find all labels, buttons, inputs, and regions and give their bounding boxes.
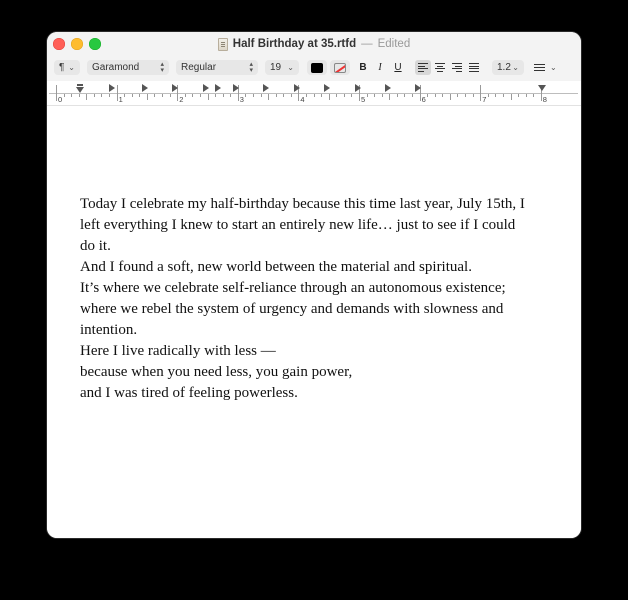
- document-line: where we rebel the system of urgency and demands with slowness and: [80, 301, 504, 317]
- ruler-minor-tick: [147, 94, 148, 100]
- italic-button[interactable]: I: [378, 62, 382, 73]
- tab-stop-marker[interactable]: [355, 84, 361, 92]
- ruler-minor-tick: [404, 94, 405, 97]
- document-line: left everything I knew to start an entirely new life… just to see if I could: [80, 217, 516, 233]
- ruler-minor-tick: [374, 94, 375, 97]
- ruler[interactable]: [47, 81, 581, 106]
- ruler-minor-tick: [518, 94, 519, 97]
- document-line: do it.: [80, 238, 111, 254]
- ruler-number: 4: [300, 95, 305, 104]
- list-bullets-button[interactable]: [534, 60, 560, 75]
- ruler-minor-tick: [427, 94, 428, 97]
- ruler-minor-tick: [306, 94, 307, 97]
- chevron-down-icon: ⌄: [512, 63, 519, 72]
- ruler-minor-tick: [442, 94, 443, 97]
- ruler-number: 5: [361, 95, 366, 104]
- document-line: and I was tired of feeling powerless.: [80, 385, 298, 401]
- text-color-well[interactable]: [307, 60, 327, 75]
- updown-chevron-icon: ▴ ▾: [249, 60, 253, 74]
- ruler-minor-tick: [457, 94, 458, 97]
- document-name: Half Birthday at 35.rtfd: [232, 38, 357, 50]
- tab-stop-marker[interactable]: [294, 84, 300, 92]
- font-family-value: Garamond: [92, 62, 140, 73]
- ruler-minor-tick: [154, 94, 155, 97]
- ruler-minor-tick: [94, 94, 95, 97]
- tab-stop-marker[interactable]: [233, 84, 239, 92]
- paragraph-icon: ¶: [59, 62, 65, 73]
- ruler-minor-tick: [170, 94, 171, 97]
- ruler-number: 2: [179, 95, 184, 104]
- tab-stop-marker[interactable]: [263, 84, 269, 92]
- tab-stop-marker[interactable]: [385, 84, 391, 92]
- ruler-minor-tick: [276, 94, 277, 97]
- ruler-number: 6: [421, 95, 426, 104]
- ruler-minor-tick: [79, 94, 80, 97]
- tab-stop-marker[interactable]: [203, 84, 209, 92]
- left-indent-marker[interactable]: [76, 87, 84, 93]
- justify-button[interactable]: [466, 60, 482, 75]
- titlebar: [47, 32, 581, 88]
- align-right-icon: [452, 63, 462, 72]
- tab-stop-marker[interactable]: [415, 84, 421, 92]
- document-line: intention.: [80, 322, 138, 338]
- chevron-down-icon: ⌄: [287, 63, 294, 72]
- ruler-number: 8: [542, 95, 547, 104]
- ruler-minor-tick: [109, 94, 110, 97]
- font-size-combo[interactable]: [265, 60, 299, 75]
- document-page[interactable]: [47, 106, 581, 538]
- list-icon: [534, 64, 545, 72]
- ruler-minor-tick: [223, 94, 224, 97]
- edited-status: Edited: [377, 38, 411, 50]
- document-line: Here I live radically with less —: [80, 343, 276, 359]
- ruler-major-tick: [480, 85, 481, 101]
- ruler-minor-tick: [314, 94, 315, 97]
- document-line: Today I celebrate my half-birthday because this time last year, July 15th, I: [80, 196, 525, 212]
- document-line: because when you need less, you gain power,: [80, 364, 353, 380]
- font-family-select[interactable]: [87, 60, 169, 75]
- ruler-minor-tick: [124, 94, 125, 97]
- ruler-minor-tick: [495, 94, 496, 97]
- ruler-minor-tick: [511, 94, 512, 100]
- no-color-icon: [334, 63, 346, 73]
- right-indent-marker[interactable]: [538, 85, 546, 91]
- ruler-minor-tick: [86, 94, 87, 100]
- ruler-number: 3: [239, 95, 244, 104]
- ruler-minor-tick: [450, 94, 451, 100]
- ruler-minor-tick: [268, 94, 269, 100]
- paragraph-styles-button[interactable]: [54, 60, 80, 75]
- ruler-minor-tick: [71, 94, 72, 97]
- ruler-minor-tick: [389, 94, 390, 100]
- ruler-number: 0: [58, 95, 63, 104]
- underline-button[interactable]: U: [394, 62, 402, 73]
- chevron-down-icon: ⌄: [68, 63, 75, 72]
- ruler-minor-tick: [503, 94, 504, 97]
- font-style-select[interactable]: [176, 60, 258, 75]
- ruler-minor-tick: [200, 94, 201, 97]
- rtfd-document-icon[interactable]: [218, 38, 228, 51]
- ruler-minor-tick: [162, 94, 163, 97]
- ruler-minor-tick: [397, 94, 398, 97]
- ruler-minor-tick: [526, 94, 527, 97]
- ruler-minor-tick: [64, 94, 65, 97]
- tab-stop-marker[interactable]: [215, 84, 221, 92]
- window-title: [47, 36, 581, 52]
- line-spacing-value: 1.2: [497, 62, 511, 73]
- first-line-indent-marker[interactable]: [77, 84, 83, 86]
- ruler-minor-tick: [351, 94, 352, 97]
- align-left-icon: [418, 63, 428, 72]
- ruler-minor-tick: [533, 94, 534, 97]
- tab-stop-marker[interactable]: [142, 84, 148, 92]
- ruler-minor-tick: [382, 94, 383, 97]
- ruler-minor-tick: [344, 94, 345, 97]
- updown-chevron-icon: ▴ ▾: [160, 60, 164, 74]
- ruler-minor-tick: [192, 94, 193, 97]
- font-size-value: 19: [270, 62, 282, 73]
- align-center-button[interactable]: [432, 60, 448, 75]
- title-separator: —: [361, 38, 373, 50]
- text-color-swatch: [311, 63, 323, 73]
- ruler-minor-tick: [185, 94, 186, 97]
- justify-icon: [469, 63, 479, 72]
- ruler-minor-tick: [367, 94, 368, 97]
- ruler-number: 7: [482, 95, 487, 104]
- ruler-minor-tick: [230, 94, 231, 97]
- ruler-minor-tick: [473, 94, 474, 97]
- ruler-minor-tick: [208, 94, 209, 100]
- document-text[interactable]: [80, 194, 540, 404]
- line-spacing-button[interactable]: [492, 60, 524, 75]
- tab-stop-marker[interactable]: [109, 84, 115, 92]
- ruler-minor-tick: [321, 94, 322, 97]
- ruler-minor-tick: [215, 94, 216, 97]
- align-center-icon: [435, 63, 445, 72]
- ruler-minor-tick: [291, 94, 292, 97]
- chevron-down-icon: ⌄: [550, 63, 557, 72]
- ruler-minor-tick: [139, 94, 140, 97]
- bold-button[interactable]: B: [359, 62, 367, 73]
- ruler-minor-tick: [261, 94, 262, 97]
- font-style-value: Regular: [181, 62, 217, 73]
- background-color-well[interactable]: [330, 60, 350, 75]
- align-right-button[interactable]: [449, 60, 465, 75]
- document-line: It’s where we celebrate self-reliance through an autonomous existence;: [80, 280, 506, 296]
- ruler-minor-tick: [336, 94, 337, 97]
- tab-stop-marker[interactable]: [172, 84, 178, 92]
- ruler-major-tick: [56, 85, 57, 101]
- format-toolbar: [47, 57, 581, 79]
- ruler-minor-tick: [245, 94, 246, 97]
- tab-stop-marker[interactable]: [324, 84, 330, 92]
- document-line: And I found a soft, new world between the material and spiritual.: [80, 259, 472, 275]
- ruler-minor-tick: [132, 94, 133, 97]
- ruler-minor-tick: [465, 94, 466, 97]
- ruler-minor-tick: [283, 94, 284, 97]
- ruler-minor-tick: [412, 94, 413, 97]
- textedit-window: [47, 32, 581, 538]
- ruler-major-tick: [117, 85, 118, 101]
- ruler-minor-tick: [101, 94, 102, 97]
- ruler-minor-tick: [253, 94, 254, 97]
- ruler-minor-tick: [329, 94, 330, 100]
- ruler-number: 1: [118, 95, 123, 104]
- ruler-minor-tick: [488, 94, 489, 97]
- ruler-minor-tick: [435, 94, 436, 97]
- align-left-button[interactable]: [415, 60, 431, 75]
